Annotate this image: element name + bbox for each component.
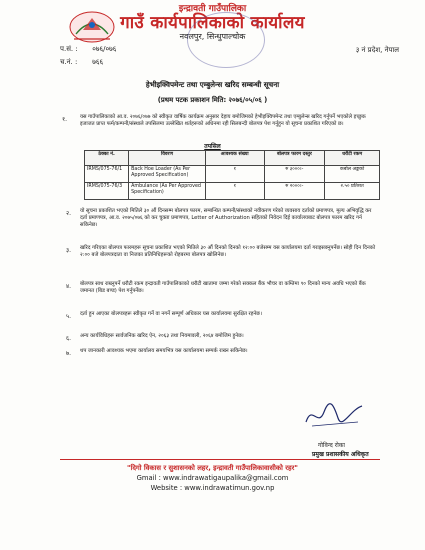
cell-quantity: १ [205, 166, 264, 183]
office-address: नवलपुर, सिन्धुपाल्चोक [179, 32, 246, 41]
paragraph-6: अन्य कार्यविधिहरू सार्वजनिक खरिद ऐन, २०६३ तथा नियमावली, २०६४ बमोजिम हुनेछ। [80, 333, 244, 339]
paragraph-number: ३. [66, 247, 72, 254]
cell-deposit: २.५० प्रतिशत [325, 183, 380, 200]
reference-label: प.सं. : [60, 45, 78, 53]
table-header-row [85, 151, 380, 166]
table-row [85, 183, 380, 200]
intro-paragraph: यस गाउँपालिकाको आ.व. २०७६/०७७ को स्वीकृत वार्षिक कार्यक्रम अनुसार देहाय बमोजिमको हेभीइक्विपमेन्ट तथा एम्बुलेन्स खरिद गर्नुपर्ने भएकोले इच्छुक इजाजत प्राप्त फर्म/कम्पनी/संस्थाले तपसिलमा उल्लेखित शर्तहरूको अधिनमा रही सिलबन्दी बोलपत्र पेश गर्नुहुन यो सूचना प्रकाशित गरिएको छ। [80, 114, 366, 128]
signature-image [302, 400, 366, 430]
paragraph-number: ७. [66, 350, 72, 357]
cell-contract-no: IRMS/075-76/3 [85, 183, 129, 200]
cell-description: Ambulance (As Per Approved Specification) [129, 183, 206, 200]
footer-email: Gmail : www.indrawatigaupalika@gmail.com [136, 474, 289, 482]
footer-divider [60, 459, 380, 460]
table-row [85, 166, 380, 183]
header-description: विवरण [129, 151, 206, 166]
cell-form-fee: रु ३०००।- [264, 166, 325, 183]
header-form-fee: बोलपत्र फारम दस्तुर [264, 151, 325, 166]
paragraph-2: यो सूचना प्रकाशित भएको मितिले ३० औं दिनसम्म बोलपत्र फारम, सम्बन्धित कम्पनी/संस्थाको नवीकरण गरेको व्यवसाय दर्ताको प्रमाणपत्र, मूल्य अभिवृद्धि कर दर्ता प्रमाणपत्र, आ.व. २०७५/०७६ को कर चुक्ता प्रमाणपत्र, Letter of Authorization सहितको निवेदन दिई कार्यालयबाट बोलपत्र फारम खरिद गर्न सकिनेछ। [80, 208, 372, 229]
municipality-name: इन्द्रावती गाउँपालिका [178, 4, 247, 14]
paragraph-3: खरिद गरिएका बोलपत्र फारमहरू सूचना प्रकाशित भएको मितिले ३० औं दिनको दिनको १२:०० बजेसम्म यस कार्यालयमा दर्ता गराइसक्नुपर्नेछ। सोही दिन दिनको २:०० बजे बोलपत्रदाता वा निजका प्रतिनिधिहरूको रोहबरमा बोलपत्र खोलिनेछ। [80, 245, 376, 259]
signatory-name: गोविन्द रोका [318, 442, 345, 449]
signatory-title: प्रमुख प्रशासकीय अधिकृत [312, 451, 369, 458]
dispatch-value: ७६६ [92, 58, 104, 66]
notice-title: हेभीइक्विपमेन्ट तथा एम्बुलेन्स खरिद सम्बन्धी सूचना [145, 80, 280, 89]
schedule-table [84, 150, 380, 200]
paragraph-number: १. [62, 116, 68, 123]
province-label: ३ नं प्रदेश, नेपाल [355, 46, 399, 54]
header-contract-no: ठेक्का नं. [85, 151, 129, 166]
paragraph-number: २. [66, 210, 72, 217]
paragraph-5: दर्ता हुन आएका बोलपत्रहरू स्वीकृत गर्ने वा नगर्ने सम्पूर्ण अधिकार यस कार्यालयमा सुरक्षित रहनेछ। [80, 311, 262, 317]
paragraph-4: बोलपत्र साथ राख्नुपर्ने धरौटी रकम इन्द्रावती गाउँपालिकाको धरौटी खातामा जम्मा गरेको सक्कल बैंक भौचर वा कम्तिमा ९० दिनको मान्य अवधि भएको बैंक जमानत (बिड बण्ड) पेश गर्नुपर्नेछ। [80, 281, 366, 295]
paragraph-number: ४. [66, 283, 72, 290]
office-stamp [187, 12, 265, 68]
cell-form-fee: रु २०००।- [264, 183, 325, 200]
reference-value: ०७६/०७६ [92, 45, 117, 53]
cell-deposit: कबोल अङ्कको [325, 166, 380, 183]
paragraph-number: ५. [66, 313, 72, 320]
cell-contract-no: IRMS/075-76/1 [85, 166, 129, 183]
dispatch-label: च.नं. : [60, 58, 78, 66]
schedule-title: तपसिल [204, 143, 221, 150]
dispatch-number [60, 58, 103, 67]
publication-date: (प्रथम पटक प्रकाशन मिति: २०७६/०५/०६ ) [157, 96, 268, 104]
office-name: गाउँ कार्यपालिकाको कार्यालय [120, 13, 305, 33]
cell-description: Back Hoe Loader (As Per Approved Specification) [129, 166, 206, 183]
header-deposit: धरौटी रकम [325, 151, 380, 166]
paragraph-7: थप जानकारी आवश्यक भएमा कार्यालय समयभित्र यस कार्यालयमा सम्पर्क राख्न सकिनेछ। [80, 348, 248, 354]
header-quantity: आवश्यक संख्या [205, 151, 264, 166]
cell-quantity: १ [205, 183, 264, 200]
footer-website: Website : www.indrawatimun.gov.np [150, 484, 275, 492]
footer-slogan: "दिगो विकास र सुशासनको लहर, इन्द्रावती गाउँपालिकावासीको रहर" [127, 464, 298, 472]
paragraph-number: ६. [66, 335, 72, 342]
reference-number [60, 45, 116, 54]
